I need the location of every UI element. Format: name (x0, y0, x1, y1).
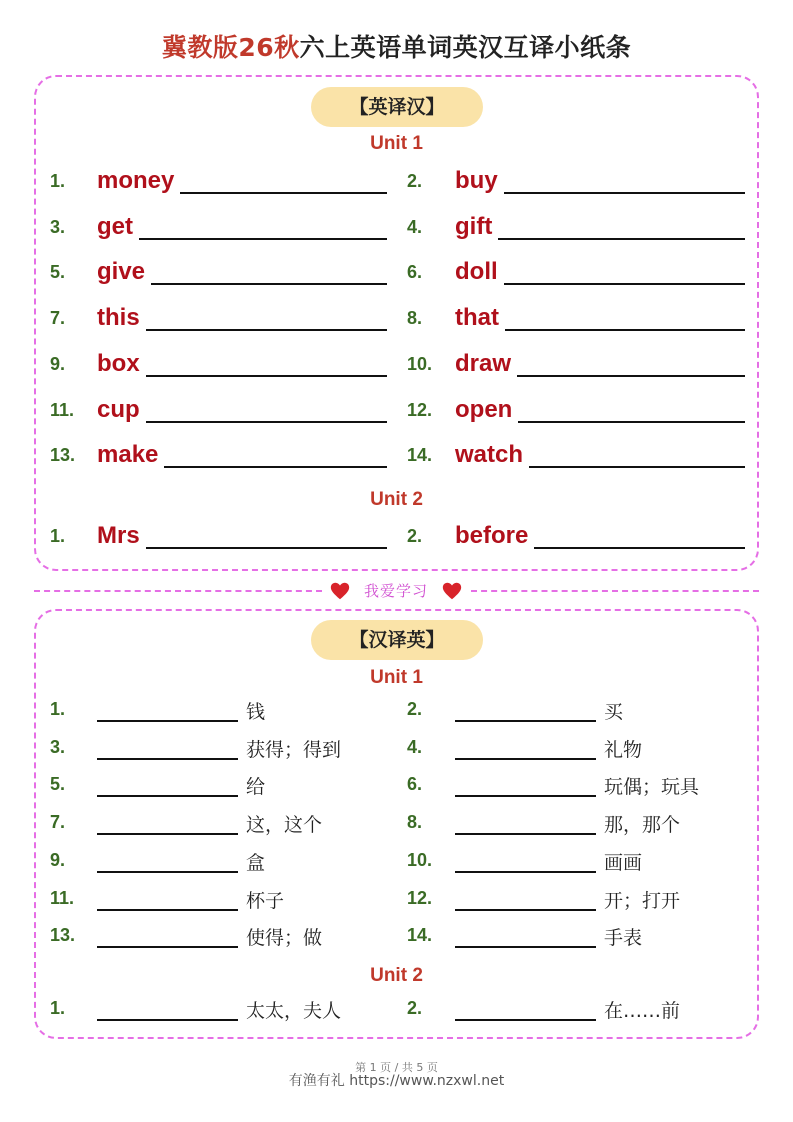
answer-blank[interactable] (455, 1019, 596, 1021)
chinese-meaning: 太太，夫人 (246, 1000, 342, 1022)
english-word: before (455, 522, 529, 549)
answer-blank[interactable] (97, 909, 238, 911)
answer-blank[interactable] (97, 833, 238, 835)
answer-blank[interactable] (97, 758, 238, 760)
answer-blank[interactable] (139, 238, 387, 240)
en-to-cn-heading: 【英译汉】 (311, 87, 483, 127)
chinese-meaning: 盒 (246, 851, 266, 874)
english-word: open (455, 395, 513, 423)
item-number: 12. (407, 887, 433, 908)
item-number: 7. (50, 308, 66, 329)
chinese-meaning: 礼物 (604, 738, 643, 761)
english-word: get (97, 212, 133, 240)
answer-blank[interactable] (455, 833, 596, 835)
item-number: 8. (407, 812, 423, 833)
answer-blank[interactable] (97, 871, 238, 873)
answer-blank[interactable] (455, 795, 596, 797)
item-number: 2. (407, 998, 423, 1018)
chinese-meaning: 画画 (604, 851, 643, 874)
item-number: 11. (50, 887, 75, 908)
item-number: 5. (50, 262, 66, 283)
english-word: make (97, 441, 159, 469)
english-word: this (97, 304, 140, 332)
answer-blank[interactable] (97, 946, 238, 948)
answer-blank[interactable] (504, 283, 745, 285)
item-number: 2. (407, 526, 423, 546)
english-word: doll (455, 258, 498, 286)
item-number: 1. (50, 998, 66, 1018)
en-to-cn-unit1-label: Unit 1 (370, 133, 423, 154)
cn-to-en-heading: 【汉译英】 (311, 620, 483, 660)
english-word: draw (455, 349, 512, 377)
answer-blank[interactable] (455, 946, 596, 948)
item-number: 10. (407, 353, 433, 374)
chinese-meaning: 手表 (604, 927, 643, 950)
en-to-cn-unit2-label: Unit 2 (370, 489, 423, 510)
item-number: 5. (50, 774, 66, 795)
item-number: 1. (50, 526, 66, 546)
answer-blank[interactable] (455, 720, 596, 722)
answer-blank[interactable] (455, 758, 596, 760)
chinese-meaning: 那，那个 (604, 814, 681, 837)
item-number: 1. (50, 699, 66, 719)
chinese-meaning: 获得；得到 (246, 738, 342, 761)
item-number: 14. (407, 925, 433, 946)
answer-blank[interactable] (151, 283, 387, 285)
item-number: 8. (407, 308, 423, 329)
chinese-meaning: 开；打开 (604, 889, 681, 912)
item-number: 9. (50, 353, 66, 374)
item-number: 6. (407, 774, 423, 795)
english-word: money (97, 167, 175, 194)
divider-line-right (471, 590, 759, 592)
english-word: buy (455, 167, 498, 194)
answer-blank[interactable] (498, 238, 745, 240)
answer-blank[interactable] (455, 909, 596, 911)
answer-blank[interactable] (146, 547, 387, 549)
footer-site: 有渔有礼 https://www.nzxwl.net (288, 1073, 505, 1089)
item-number: 13. (50, 445, 76, 466)
item-number: 11. (50, 399, 75, 420)
item-number: 14. (407, 445, 433, 466)
item-number: 6. (407, 262, 423, 283)
answer-blank[interactable] (180, 192, 387, 194)
answer-blank[interactable] (146, 421, 387, 423)
answer-blank[interactable] (518, 421, 745, 423)
english-word: box (97, 349, 140, 377)
item-number: 7. (50, 812, 66, 833)
answer-blank[interactable] (529, 466, 745, 468)
item-number: 13. (50, 925, 76, 946)
item-number: 1. (50, 171, 66, 191)
cn-to-en-unit2-label: Unit 2 (370, 965, 423, 986)
chinese-meaning: 使得；做 (246, 927, 323, 950)
english-word: that (455, 304, 499, 332)
title-series: 冀教版26秋 (161, 33, 300, 62)
answer-blank[interactable] (97, 720, 238, 722)
item-number: 2. (407, 171, 423, 191)
item-number: 3. (50, 216, 66, 237)
item-number: 3. (50, 736, 66, 757)
answer-blank[interactable] (97, 1019, 238, 1021)
answer-blank[interactable] (505, 329, 745, 331)
answer-blank[interactable] (97, 795, 238, 797)
english-word: Mrs (97, 522, 140, 549)
answer-blank[interactable] (146, 329, 387, 331)
divider-line-left (34, 590, 322, 592)
chinese-meaning: 在……前 (604, 1000, 681, 1022)
item-number: 2. (407, 699, 423, 719)
english-word: gift (455, 212, 493, 240)
english-word: cup (97, 395, 140, 423)
answer-blank[interactable] (146, 375, 387, 377)
item-number: 4. (407, 216, 423, 237)
chinese-meaning: 杯子 (246, 889, 285, 912)
item-number: 12. (407, 399, 433, 420)
page-title (0, 30, 793, 66)
answer-blank[interactable] (164, 466, 387, 468)
item-number: 10. (407, 849, 433, 870)
chinese-meaning: 钱 (246, 701, 266, 723)
chinese-meaning: 买 (604, 701, 624, 723)
item-number: 4. (407, 736, 423, 757)
cn-to-en-unit1-label: Unit 1 (370, 667, 423, 688)
page-number: 第 1 页 / 共 5 页 (355, 1061, 438, 1074)
chinese-meaning: 这，这个 (246, 814, 323, 837)
answer-blank[interactable] (517, 375, 745, 377)
item-number: 9. (50, 849, 66, 870)
english-word: give (97, 258, 146, 286)
answer-blank[interactable] (455, 871, 596, 873)
answer-blank[interactable] (534, 547, 745, 549)
title-main: 六上英语单词英汉互译小纸条 (299, 33, 632, 62)
chinese-meaning: 玩偶；玩具 (604, 776, 700, 799)
chinese-meaning: 给 (246, 776, 266, 799)
english-word: watch (455, 441, 524, 469)
heart-icon (441, 580, 463, 602)
answer-blank[interactable] (504, 192, 745, 194)
divider-text: 我爱学习 (363, 582, 428, 600)
